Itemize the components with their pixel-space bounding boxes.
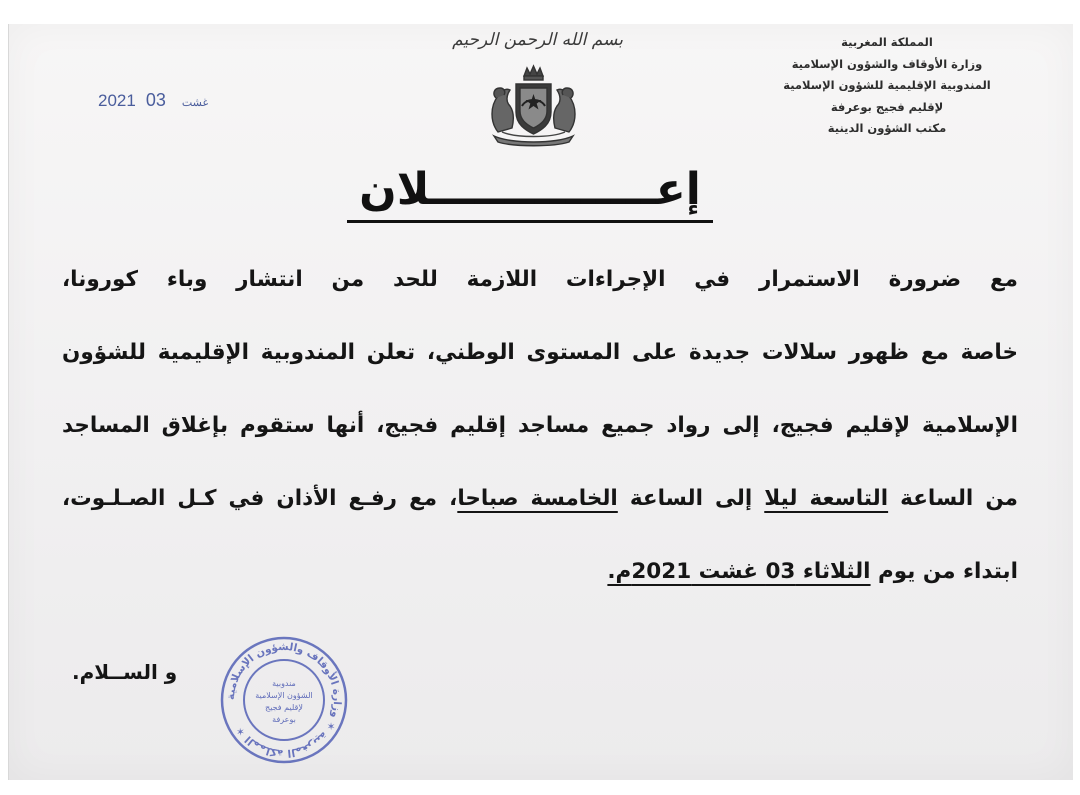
seal-center-line-1: مندوبية: [272, 679, 296, 688]
official-seal-icon: [218, 634, 350, 766]
header-line-office: مكتب الشؤون الدينية: [827, 121, 947, 135]
date-stamp: [98, 90, 208, 111]
seal-center-line-4: بوعرفة: [272, 715, 296, 724]
body-line-4: [62, 477, 1018, 550]
body-line-5: [62, 550, 1018, 623]
body-line-5-part-1: ابتداء من يوم: [870, 559, 1018, 584]
body-line-4-morning-hour: الخامسة صباحا: [457, 486, 618, 511]
date-month: غشت: [181, 97, 209, 109]
body-line-1: مع ضرورة الاستمرار في الإجراءات اللازمة للحد من انتشار وباء كورونا،: [62, 267, 1018, 292]
closing-salutation: و الســلام.: [72, 660, 178, 684]
body-line-4-part-3: ، مع رفـع الأذان في كـل الصـلـوت،: [62, 486, 458, 511]
header-line-kingdom: المملكة المغربية: [841, 35, 933, 49]
body-line-5-start-date: الثلاثاء 03 غشت 2021م.: [607, 559, 871, 584]
body-line-2: خاصة مع ظهور سلالات جديدة على المستوى الوطني، تعلن المندوبية الإقليمية للشؤون: [62, 340, 1018, 365]
title-wrap: [340, 160, 720, 223]
basmala: بسم الله الرحمن الرحيم: [452, 30, 623, 50]
moroccan-coat-of-arms-icon: [476, 62, 591, 147]
svg-text:المملكة المغربية ✶ وزارة الأوق: [225, 641, 343, 759]
header-line-delegation: المندوبية الإقليمية للشؤون الإسلامية: [783, 78, 991, 92]
announcement-body: [62, 258, 1018, 623]
body-line-4-night-hour: التاسعة ليلا: [764, 486, 889, 511]
date-year: 2021: [98, 91, 136, 110]
seal-center-line-2: الشؤون الإسلامية: [255, 691, 313, 700]
body-line-4-part-2: إلى الساعة: [617, 486, 765, 511]
body-line-3: الإسلامية لإقليم فجيج، إلى رواد جميع مساجد إقليم فجيج، أنها ستقوم بإغلاق المساجد: [62, 413, 1018, 438]
seal-center-line-3: لإقليم فجيج: [265, 703, 303, 712]
header-line-province: لإقليم فجيج بوعرفة: [830, 99, 944, 114]
announcement-title: إعـــــــــــــــلان: [347, 160, 713, 223]
ministry-header: [772, 32, 1002, 140]
body-line-4-part-1: من الساعة: [888, 486, 1018, 511]
date-day: 03: [145, 90, 166, 110]
seal-ring-text: المملكة المغربية ✶ وزارة الأوقاف والشؤون الإسلامية ✶: [224, 640, 344, 760]
header-line-ministry: وزارة الأوقاف والشؤون الإسلامية: [791, 56, 983, 71]
